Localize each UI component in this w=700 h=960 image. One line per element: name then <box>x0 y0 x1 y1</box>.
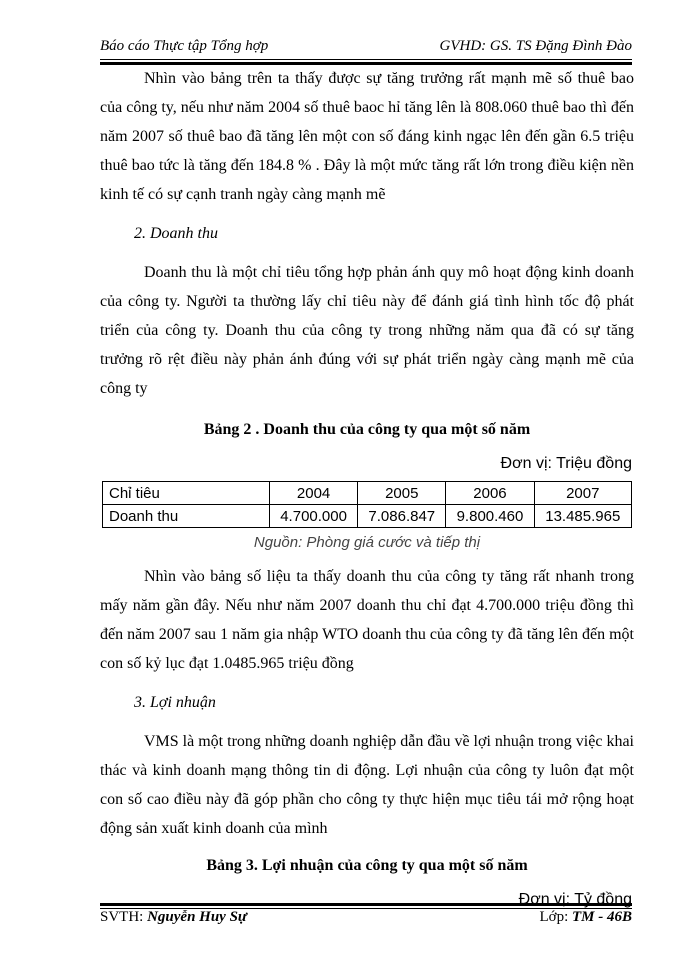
header-report-title: Báo cáo Thực tập Tổng hợp <box>100 38 269 54</box>
table-cell: 9.800.460 <box>446 505 534 528</box>
document-body <box>100 63 634 914</box>
header-advisor: GVHD: GS. TS Đặng Đình Đào <box>439 38 632 54</box>
table-cell: 7.086.847 <box>358 505 446 528</box>
table-header-cell: 2007 <box>534 482 631 505</box>
paragraph-revenue-analysis: Nhìn vào bảng số liệu ta thấy doanh thu của công ty tăng rất nhanh trong mấy năm gần đây. Nếu như năm 2007 doanh thu chỉ đạt 4.700.000 triệu đồng thì đến năm 2007 sau 1 năm gia nhập WTO doanh thu của công ty đã tăng lên đến một con số kỷ lục đạt 1.0485.965 triệu đồng <box>100 568 634 672</box>
section-heading-profit: 3. Lợi nhuận <box>134 694 216 711</box>
revenue-table <box>102 481 632 528</box>
table3-caption: Bảng 3. Lợi nhuận của công ty qua một số năm <box>206 857 528 874</box>
table2-caption: Bảng 2 . Doanh thu của công ty qua một số năm <box>203 421 531 438</box>
paragraph-revenue-intro: Doanh thu là một chỉ tiêu tổng hợp phản ánh quy mô hoạt động kinh doanh của công ty. Người ta thường lấy chỉ tiêu này để đánh giá tình hình tốc độ phát triển của công ty. Doanh thu của công ty trong những năm qua đã có sự tăng trưởng rõ rệt điều này phản ánh đúng với sự phát triển ngày càng mạnh mẽ của công ty <box>100 264 634 397</box>
table-header-cell: 2005 <box>358 482 446 505</box>
footer-rule-thick <box>100 903 632 906</box>
table-cell: Doanh thu <box>103 505 270 528</box>
footer-student-name: Nguyễn Huy Sự <box>147 909 247 925</box>
table-header-cell: 2006 <box>446 482 534 505</box>
table-cell: 13.485.965 <box>534 505 631 528</box>
section-heading-revenue: 2. Doanh thu <box>134 225 218 242</box>
paragraph-subscriber-growth: Nhìn vào bảng trên ta thấy được sự tăng trưởng rất mạnh mẽ số thuê bao của công ty, nếu như năm 2004 số thuê baoc hỉ tăng lên là 808.060 thuê bao thì đến năm 2007 số thuê bao đã tăng lên một con số đáng kinh ngạc lên đến gần 6.5 triệu thuê bao tức là tăng đến 184.8 % . Đây là một mức tăng rất lớn trong điều kiện nền kinh tế có sự cạnh tranh ngày càng mạnh mẽ <box>100 70 634 203</box>
table-header-cell: 2004 <box>270 482 358 505</box>
page-footer <box>100 909 632 929</box>
page-header <box>100 38 632 58</box>
table-row <box>103 505 632 528</box>
table-header-row <box>103 482 632 505</box>
table2-source: Nguồn: Phòng giá cước và tiếp thị <box>253 534 481 551</box>
table3-unit: Đơn vị: Tỷ đồng <box>518 891 632 908</box>
footer-class-label: Lớp: <box>539 909 572 925</box>
paragraph-profit-intro: VMS là một trong những doanh nghiệp dẫn đầu về lợi nhuận trong việc khai thác và kinh doanh mạng thông tin di động. Lợi nhuận của công ty luôn đạt một con số cao điều này đã góp phần cho công ty thực hiện mục tiêu tái mở rộng hoạt động sản xuất kinh doanh của mình <box>100 733 634 837</box>
header-rule-thin <box>100 59 632 60</box>
footer-student-label: SVTH: <box>100 909 148 925</box>
footer-class <box>539 909 632 926</box>
footer-student <box>100 909 247 926</box>
footer-class-name: TM - 46B <box>572 909 632 925</box>
table2-unit: Đơn vị: Triệu đồng <box>500 455 632 472</box>
table-cell: 4.700.000 <box>270 505 358 528</box>
table-header-cell: Chỉ tiêu <box>103 482 270 505</box>
